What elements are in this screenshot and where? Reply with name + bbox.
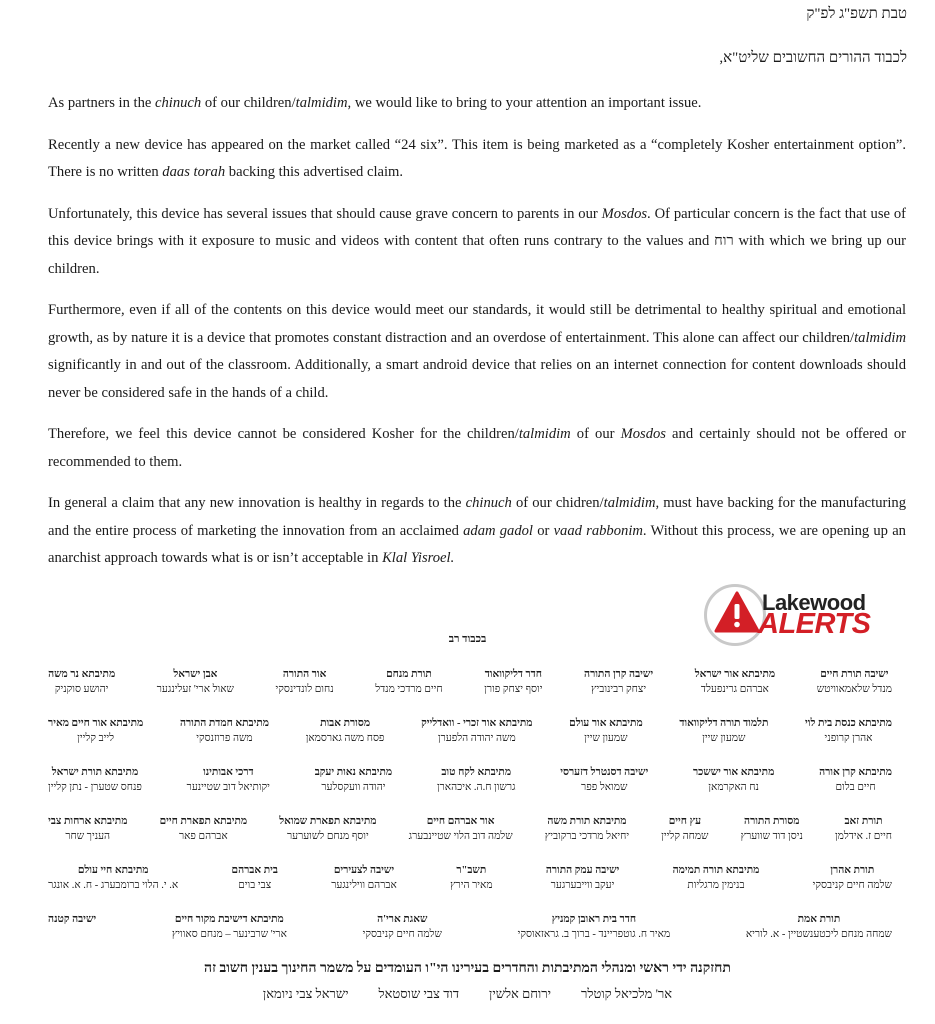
- italic-term: daas torah: [162, 164, 226, 180]
- signatory-row: [48, 913, 892, 962]
- signatory: [695, 668, 775, 717]
- institution-name: מתיבתא חמדת התורה: [179, 718, 269, 729]
- signatory-name: שמעון שיין: [702, 733, 746, 744]
- signatory-name: משה פרוזנסקי: [196, 733, 253, 744]
- institution-name: תשב"ר: [456, 865, 487, 876]
- signatory-row: [48, 815, 892, 864]
- institution-name: מתיבתא תורת משה: [547, 816, 627, 827]
- institution-name: מתיבתא אור זכרי - וואדלייק: [421, 718, 533, 729]
- italic-term: Klal Yisroel.: [382, 550, 455, 566]
- text-run: As partners in the: [48, 95, 155, 111]
- signatory: [409, 815, 513, 864]
- paragraph-5: [48, 421, 906, 476]
- date-line: טבת תשפ"ג לפ"ק: [806, 6, 907, 22]
- alert-triangle-icon: [714, 590, 760, 636]
- institution-name: ישיבה עמק התורה: [545, 865, 620, 876]
- signatory: [331, 864, 397, 913]
- signatory-row: [48, 668, 892, 717]
- institution-name: מתיבתא תורת ישראל: [51, 767, 139, 778]
- text-run: Furthermore, even if all of the contents on this device would meet our standards, it would still be detrimental to healthy spiritual and emotional growth, as by nature it is a device that promotes constant distraction and an overdose of entertainment. This alone can affect our children/: [48, 302, 906, 346]
- signatory-name: נח האקרמאן: [708, 782, 759, 793]
- text-run: and certainly should not be offered or recommended to them.: [48, 426, 906, 470]
- signatory: [48, 815, 127, 864]
- signatory-name: העניך שחר: [65, 831, 111, 842]
- text-run: Recently a new device has appeared on the market called “24 six”. This item is being marketed as a “completely Kosher entertainment option”. There is no written: [48, 136, 906, 180]
- signatory-name: נחום לונדינסקי: [275, 684, 334, 695]
- signatory: [693, 766, 774, 815]
- signatory-name: צבי בוים: [238, 880, 272, 891]
- paragraph-4: [48, 297, 906, 407]
- text-run: . Without this process, we are opening up an anarchist approach towards what is or isn’t acceptable in: [48, 522, 906, 566]
- institution-name: תורת אמת: [797, 914, 841, 925]
- signatory: [835, 815, 892, 864]
- signatory-name: חיים בלום: [835, 782, 876, 793]
- text-run: significantly in and out of the classroom. Additionally, a smart android device that relies on an internet connection for content downloads should never be considered safe in the hands of a child.: [48, 357, 906, 401]
- signatory: [187, 766, 270, 815]
- signatory: [279, 815, 376, 864]
- signatory: [569, 717, 643, 766]
- signatory-name: אהרן קרופני: [824, 733, 873, 744]
- signatory: [157, 668, 234, 717]
- institution-name: מתיבתא ארחות צבי: [48, 816, 128, 827]
- signatory-name: מאיר ח. גוטפריינד - ברוך ב. גראזאוסקי: [517, 929, 671, 940]
- signatory-name: פנחס שטערן - נתן קליין: [48, 782, 142, 793]
- signatory-row: [48, 864, 892, 913]
- paragraph-1: [48, 90, 906, 118]
- institution-name: מתיבתא אור ישראל: [694, 669, 776, 680]
- support-line: תחזקנה ידי ראשי ומנהלי המתיבתות והחדרים בעירינו הי"ו העומדים על משמר החינוך בענין חשוב זה: [204, 961, 731, 976]
- italic-term: talmidim: [295, 95, 348, 111]
- signatory-name: יחיאל מרדכי ברקוביץ: [544, 831, 630, 842]
- institution-name: שאגת ארי'ה: [377, 914, 428, 925]
- institution-name: תורת זאב: [844, 816, 883, 827]
- signatory-name: יוסף מנחם לשוערער: [286, 831, 369, 842]
- institution-name: בית אברהם: [231, 865, 278, 876]
- signatory: [805, 717, 892, 766]
- signatory-name: יוסף יצחק פורן: [484, 684, 543, 695]
- institution-name: ישיבה לצעירים: [333, 865, 395, 876]
- text-run: Therefore, we feel this device cannot be considered Kosher for the children/: [48, 426, 519, 442]
- signatory: [817, 668, 892, 717]
- signatory: [48, 668, 115, 717]
- institution-name: מתיבתא אור חיים מאיר: [48, 718, 144, 729]
- signatory-name: שמעון שיין: [584, 733, 628, 744]
- institution-name: חדר דליקוואוד: [484, 669, 542, 680]
- signatory-name: אברהם פאר: [178, 831, 228, 842]
- signatory-name: בנימין מרגליות: [687, 880, 745, 891]
- signatory-name: גרשון ח.ה. איכהארן: [436, 782, 516, 793]
- institution-name: אור התורה: [282, 669, 327, 680]
- signatory-name: שאול ארי' זעלינגער: [156, 684, 234, 695]
- signatory: [363, 913, 442, 962]
- institution-name: מתיבתא תפארת חיים: [159, 816, 248, 827]
- signatory: [746, 913, 892, 962]
- signatory: [48, 864, 178, 913]
- signatory-name: יעקב ווייבערגער: [550, 880, 615, 891]
- institution-name: מתיבתא דישיבת מקור חיים: [174, 914, 284, 925]
- signatory-name: שלמה חיים קניבסקי: [362, 929, 442, 940]
- honor-heading: בכבוד רב: [448, 633, 487, 645]
- signatory: [48, 717, 143, 766]
- institution-name: מתיבתא נאות יעקב: [314, 767, 393, 778]
- logo-word-lakewood: Lakewood: [762, 590, 866, 615]
- signatory: [232, 864, 278, 913]
- signatory: [421, 717, 532, 766]
- institution-name: תורת אהרן: [830, 865, 875, 876]
- italic-term: vaad rabbonim: [553, 522, 643, 539]
- paragraph-2: [48, 132, 906, 187]
- signatory-name: אברהם גרינפעלד: [700, 684, 769, 695]
- supporter-name: ירוחם אלשין: [489, 986, 552, 1001]
- text-run: of our: [570, 426, 621, 442]
- signatory-name: אברהם ווילינגער: [331, 880, 397, 891]
- institution-name: מתיבתא תורה תמימה: [672, 865, 760, 876]
- signatory: [560, 766, 648, 815]
- signatory-name: פסח משה גארסמאן: [305, 733, 385, 744]
- paragraph-6: [48, 490, 906, 573]
- signatory: [484, 668, 542, 717]
- institution-name: מתיבתא לקח טוב: [441, 767, 512, 778]
- signatory-name: ניסן דוד שווערץ: [740, 831, 803, 842]
- logo-word-alerts: ALERTS: [758, 608, 871, 640]
- signatory: [276, 668, 334, 717]
- signatory-name: ארי' שרבינער – מנחם סאוויץ: [171, 929, 287, 940]
- institution-name: ישיבה תורת חיים: [820, 669, 889, 680]
- supporter-name: אר' מלכיאל קוטלר: [581, 986, 673, 1001]
- italic-term: chinuch: [465, 495, 512, 511]
- text-run: In general a claim that any new innovation is healthy in regards to the: [48, 495, 466, 511]
- signatory-name: שמואל פפר: [581, 782, 628, 793]
- salutation: לכבוד ההורים החשובים שליט"א,: [719, 50, 907, 66]
- signatory-name: משה יהודה הלפערן: [437, 733, 516, 744]
- signatory-row: [48, 766, 892, 815]
- signatory: [48, 766, 142, 815]
- text-run: of our chidren/: [511, 495, 604, 511]
- signatory: [180, 717, 269, 766]
- supporter-name: ישראל צבי ניומאן: [262, 986, 349, 1001]
- italic-term: adam gadol: [463, 522, 533, 539]
- signatory: [545, 815, 629, 864]
- signatory: [661, 815, 708, 864]
- paragraph-3: [48, 201, 906, 284]
- institution-name: מתיבתא כנסת בית לוי: [805, 718, 892, 729]
- signatory: [679, 717, 768, 766]
- signatory: [306, 717, 385, 766]
- signatory: [437, 766, 516, 815]
- signatory-name: יהודה וועקסלער: [321, 782, 386, 793]
- institution-name: מתיבתא אור עולם: [569, 718, 643, 729]
- signatory: [450, 864, 492, 913]
- text-run: or: [532, 522, 554, 539]
- italic-term: chinuch: [155, 95, 202, 111]
- supporter-name: דוד צבי שוסטאל: [378, 986, 460, 1001]
- signatory: [584, 668, 653, 717]
- signatory-name: יצחק רבינוביץ: [591, 684, 647, 695]
- signatory-name: יהושע סוקניק: [54, 684, 109, 695]
- signatory: [315, 766, 392, 815]
- signatory: [160, 815, 248, 864]
- signatory: [741, 815, 803, 864]
- signatory: [673, 864, 760, 913]
- text-run: , must have backing for the manufacturing and the entire process of marketing the innovation from an acclaimed: [48, 495, 907, 539]
- institution-name: ישיבה קרן התורה: [584, 669, 654, 680]
- signatory: [819, 766, 892, 815]
- italic-term: talmidim: [518, 426, 571, 442]
- signatory-name: א. י. הלוי ברומבערג - ח. א. אונגר: [48, 880, 179, 891]
- signatory-name: שלמה חיים קניבסקי: [812, 880, 892, 891]
- institution-name: מתיבתא תפארת שמואל: [279, 816, 377, 827]
- signatory-name: שמחה מנחם ליכטענשטיין - א. לוריא: [745, 929, 892, 940]
- institution-name: מתיבתא קרן אורה: [819, 767, 892, 778]
- institution-name: תלמוד תורה דליקוואוד: [679, 718, 769, 729]
- signatories-grid: [48, 668, 892, 962]
- hebrew-term: רוח: [714, 233, 734, 249]
- signatory-name: [48, 927, 96, 943]
- text-run: Unfortunately, this device has several issues that should cause grave concern to parents in our: [48, 205, 602, 222]
- institution-name: אבן ישראל: [173, 669, 218, 680]
- signatory: [546, 864, 619, 913]
- institution-name: ישיבה קטנה: [48, 914, 97, 925]
- institution-name: מתיבתא חיי עולם: [77, 865, 149, 876]
- signatory: [375, 668, 442, 717]
- institution-name: מתיבתא נר משה: [48, 669, 116, 680]
- signatory-name: חיים מרדכי מנדל: [375, 684, 443, 695]
- text-run: backing this advertised claim.: [225, 164, 404, 180]
- italic-term: Mosdos: [601, 205, 648, 222]
- signatory-name: שלמה דוב הלוי שטיינבערג: [408, 831, 513, 842]
- text-run: . Of particular concern is the fact that use of this device brings with it exposure to music and videos with content that often runs contrary to the values and: [48, 205, 907, 249]
- institution-name: דרכי אבותינו: [203, 767, 254, 778]
- institution-name: מסורת התורה: [744, 816, 800, 827]
- signatory-name: שמחה קליין: [661, 831, 709, 842]
- institution-name: מסורת אבות: [320, 718, 371, 729]
- signatory: [813, 864, 892, 913]
- text-run: , we would like to bring to your attention an important issue.: [347, 95, 702, 111]
- signatory-row: [48, 717, 892, 766]
- support-names: [0, 986, 935, 1002]
- institution-name: תורת מנחם: [386, 669, 432, 680]
- signatory-name: יקותיאל דוב שטיינער: [186, 782, 270, 793]
- signatory: [172, 913, 287, 962]
- text-run: with which we bring up our children.: [48, 233, 906, 277]
- italic-term: talmidim: [854, 329, 906, 346]
- institution-name: אור אברהם חיים: [426, 816, 495, 827]
- institution-name: חדר בית ראובן קמניץ: [551, 914, 637, 925]
- institution-name: ישיבה דסנטרל דזערסי: [560, 767, 649, 778]
- signatory-name: מנדל שלאמאוויטש: [816, 684, 892, 695]
- signatory-name: לייב קליין: [77, 733, 115, 744]
- italic-term: Mosdos: [620, 426, 666, 442]
- signatory-name: חיים ז. אידלמן: [835, 831, 892, 842]
- text-run: of our children/: [201, 95, 296, 111]
- italic-term: talmidim: [603, 495, 656, 511]
- institution-name: עץ חיים: [668, 816, 702, 827]
- signatory-name: מאיר הירץ: [450, 880, 493, 891]
- signatory: [518, 913, 671, 962]
- letter-body: [48, 90, 906, 587]
- institution-name: מתיבתא אור יששכר: [692, 767, 775, 778]
- signatory: [48, 913, 96, 962]
